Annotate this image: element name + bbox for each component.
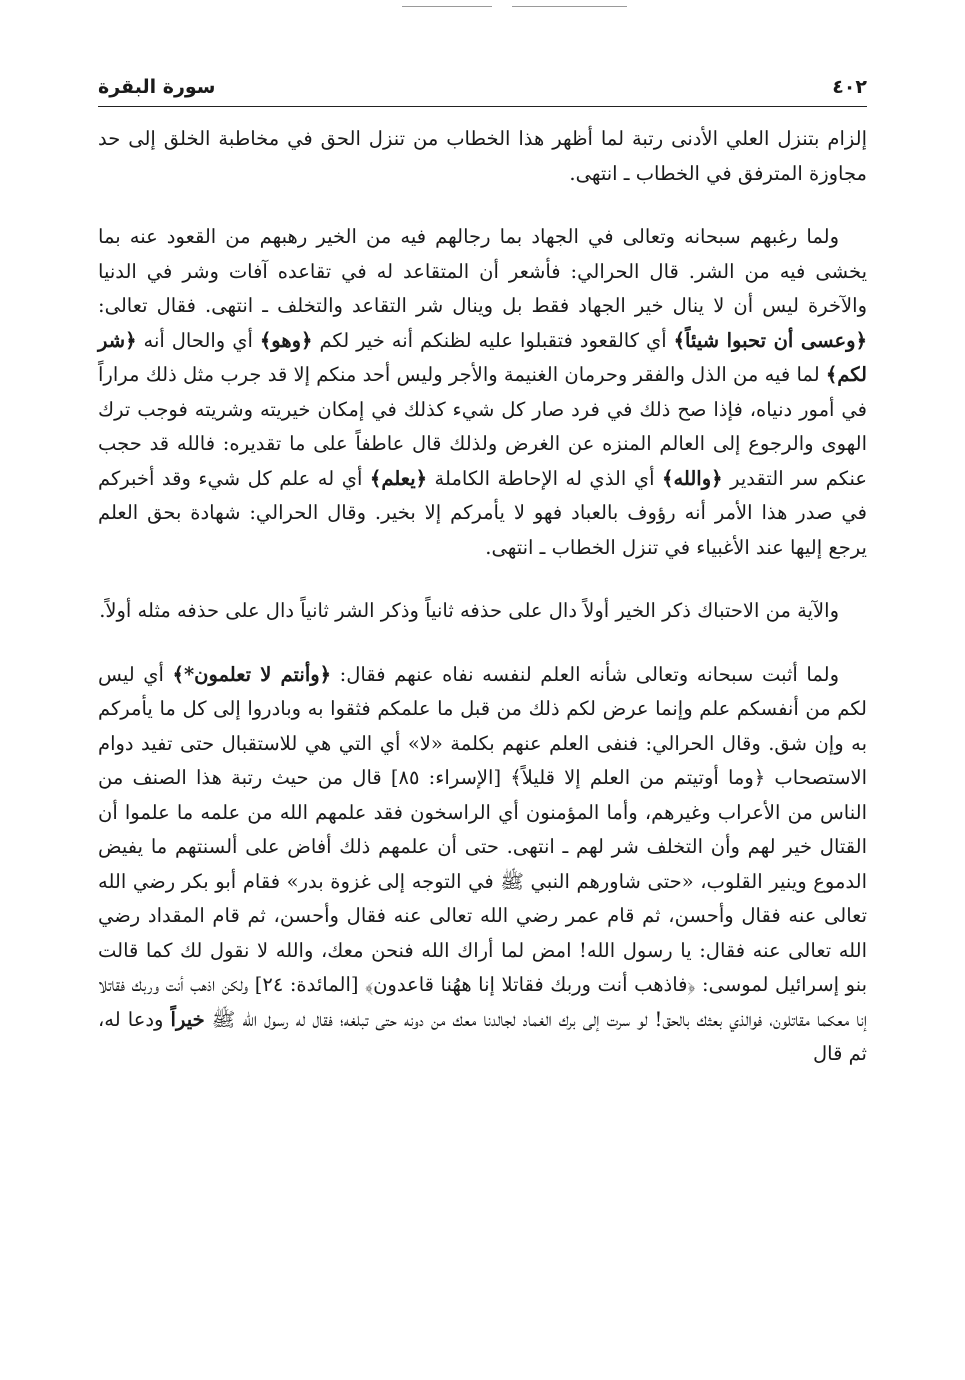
- paragraph-3: [98, 594, 867, 629]
- text-segment: [المائدة: ٢٤] ولكن اذهب أنت وربك فقاتلا إنا معكما مقاتلون، فوالذي بعثك بالحق! لو سرت إلى برك الغماد لجالدنا معك من دونه حتى تبلغه؛ فقال له رسول الله ﷺ: [98, 973, 867, 1031]
- quran-quote: ﴿والله﴾: [662, 466, 723, 490]
- text-segment: أي له علم كل شيء وقد أخبركم في صدر هذا الأمر أنه رؤوف بالعباد فهو لا يأمركم إلا بخير. وقال الحرالي: شهادة بحق العلم يرجع إليها عند الأغبياء في تنزل الخطاب ـ انتهى.: [98, 466, 867, 559]
- text-segment: ولما أثبت سبحانه وتعالى شأنه العلم لنفسه نفاه عنهم فقال:: [331, 662, 839, 686]
- paragraph-2: [98, 220, 867, 565]
- scan-top-rule: [402, 6, 492, 7]
- quran-quote: ﴿وعسى أن تحبوا شيئاً﴾: [673, 328, 867, 352]
- text-segment: ودعا له، ثم قال: [98, 1007, 867, 1065]
- paragraph-4: [98, 658, 867, 1072]
- text-segment: أي ليس لكم من أنفسكم علم وإنما عرض لكم ذلك من قبل ما علمكم فثقوا به وبادروا إلى كل ما يأمركم به وإن شق. وقال الحرالي: فنفى العلم عنهم بكلمة «لا» أي التي هي للاستقبال حتى تفيد دوام الاستصحاب: [98, 662, 867, 789]
- page-header: [98, 72, 867, 107]
- emphasis: خيراً: [170, 1007, 205, 1031]
- page-body: [98, 122, 867, 1072]
- paragraph-1: [98, 122, 867, 191]
- quran-quote: ﴿يعلم﴾: [369, 466, 428, 490]
- quran-quote: ﴿فاذهب أنت وربك فقاتلا إنا ههُنا قاعدون﴾: [365, 973, 696, 996]
- quran-quote: ﴿وأنتم لا تعلمون*﴾: [172, 662, 332, 686]
- quran-quote: ﴿شر لكم﴾: [98, 328, 867, 386]
- text-segment: أي كالقعود فتقبلوا عليه لظنكم أنه خير لكم: [312, 328, 674, 352]
- scan-top-rule: [512, 6, 627, 7]
- text-segment: أي والحال أنه: [136, 328, 260, 352]
- text-segment: لما فيه من الذل والفقر وحرمان الغنيمة والأجر وليس أحد منكم إلا قد جرب مثل ذلك مراراً في أمور دنياه، فإذا صح ذلك في فرد صار كل شيء كذلك في إمكان خيريته وشريته فوجب ترك الهوى والرجوع إلى العالم المنزه عن الغرض ولذلك قال عاطفاً على ما تقديره: فالله قد حجب عنكم سر التقدير: [98, 363, 868, 490]
- text-segment: والآية من الاحتباك ذكر الخير أولاً دال على حذفه ثانياً وذكر الشر ثانياً دال على حذفه مثله أولاً.: [99, 599, 839, 622]
- quran-quote: ﴿وهو﴾: [259, 328, 313, 352]
- text-segment: أي الذي له الإحاطة الكاملة: [427, 466, 663, 490]
- text-segment: إلزام بتنزل العلي الأدنى رتبة لما أظهر هذا الخطاب من تنزل الحق في مخاطبة الخلق إلى حد مجاوزة المترفق في الخطاب ـ انتهى.: [98, 127, 867, 185]
- text-segment: [الإسراء: ٨٥] قال من حيث رتبة هذا الصنف من الناس من الأعراب وغيرهم، وأما المؤمنون أي الراسخون فقد علمهم الله من علمه ما علموا أن القتال خير لهم وأن التخلف شر لهم ـ انتهى. حتى أن علمهم ذلك أفاض على ألسنتهم ما يفيض الدموع وينير القلوب، «حتى شاورهم النبي ﷺ في التوجه إلى غزوة بدر» فقام أبو بكر رضي الله تعالى عنه فقال وأحسن، ثم قام عمر رضي الله تعالى عنه فقال وأحسن، ثم قام المقداد رضي الله تعالى عنه فقال: يا رسول الله! امض لما أراك الله فنحن معك، والله لا نقول لك كما قالت بنو إسرائيل لموسى:: [98, 766, 868, 996]
- quran-quote: ﴿وما أوتيتم من العلم إلا قليلاً﴾: [510, 766, 766, 789]
- surah-title: سورة البقرة: [98, 76, 216, 98]
- page-number: ٤٠٢: [832, 76, 867, 98]
- text-segment: ولما رغبهم سبحانه وتعالى في الجهاد بما رجالهم فيه من الخير رهبهم من القعود عنه بما يخشى فيه من الشر. قال الحرالي: فأشعر أن المتقاعد له في تقاعده آفات وشر في الدنيا والآخرة ليس أن لا ينال خير الجهاد فقط بل وينال شر التقاعد والتخلف ـ انتهى. فقال تعالى:: [98, 225, 867, 317]
